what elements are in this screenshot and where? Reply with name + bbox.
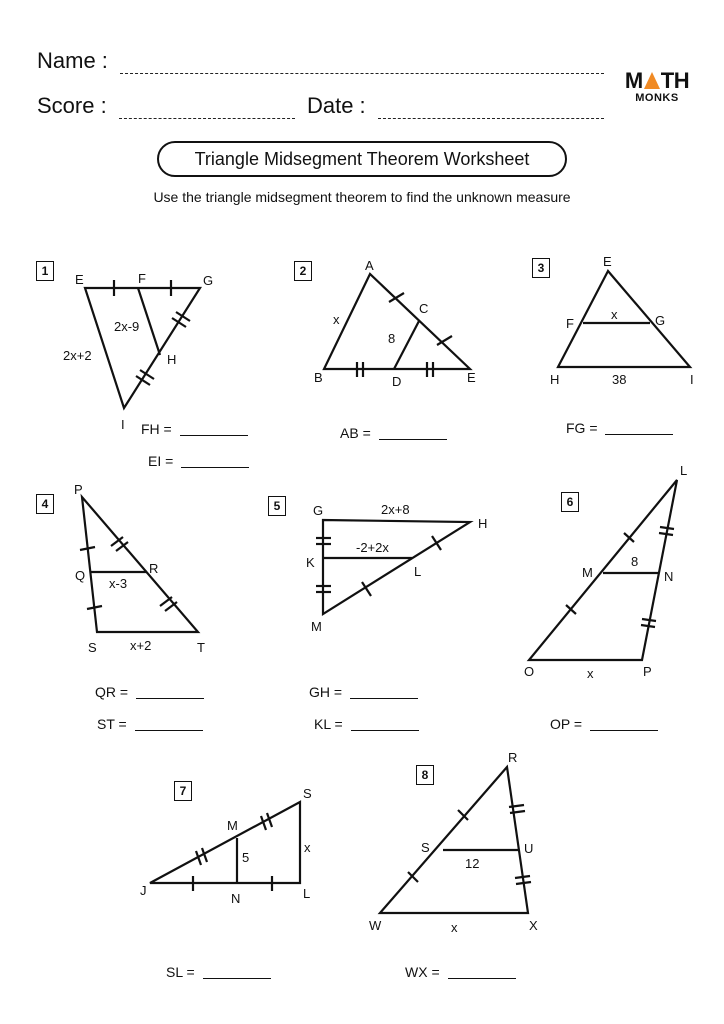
vertex-label: S bbox=[421, 840, 430, 855]
vertex-label: W bbox=[369, 918, 382, 933]
vertex-label: I bbox=[690, 372, 694, 387]
measure-label: 2x+2 bbox=[63, 348, 92, 363]
answer-label: WX = bbox=[405, 964, 444, 980]
measure-label: 2x+8 bbox=[381, 502, 410, 517]
vertex-label: H bbox=[167, 352, 177, 367]
triangle-diagram-4 bbox=[74, 482, 205, 655]
date-label: Date : bbox=[306, 93, 366, 118]
triangle-diagram-8 bbox=[369, 750, 538, 935]
answer-label: OP = bbox=[550, 716, 586, 732]
vertex-label: G bbox=[655, 313, 666, 328]
answer-label: GH = bbox=[309, 684, 346, 700]
vertex-label: H bbox=[478, 516, 488, 531]
vertex-label: R bbox=[149, 561, 159, 576]
vertex-label: M bbox=[311, 619, 322, 634]
answer-label: EI = bbox=[148, 453, 178, 469]
logo-subtitle: MONKS bbox=[635, 92, 679, 104]
vertex-label: D bbox=[392, 374, 402, 389]
vertex-label: R bbox=[508, 750, 518, 765]
measure-label: x bbox=[304, 840, 311, 855]
logo-text-pre: M bbox=[624, 68, 643, 93]
vertex-label: I bbox=[121, 417, 125, 432]
name-label: Name : bbox=[37, 48, 108, 73]
measure-label: 2x-9 bbox=[114, 319, 140, 334]
answer-label: QR = bbox=[95, 684, 132, 700]
measure-label: x+2 bbox=[130, 638, 152, 653]
measure-label: 38 bbox=[612, 372, 627, 387]
measure-label: x bbox=[333, 312, 340, 327]
instructions: Use the triangle midsegment theorem to find the unknown measure bbox=[153, 189, 571, 205]
vertex-label: X bbox=[529, 918, 538, 933]
vertex-label: L bbox=[303, 886, 311, 901]
problem-number: 8 bbox=[416, 765, 434, 785]
measure-label: x bbox=[451, 920, 458, 935]
measure-label: 8 bbox=[631, 554, 639, 569]
vertex-label: P bbox=[74, 482, 83, 497]
vertex-label: S bbox=[303, 786, 312, 801]
vertex-label: H bbox=[550, 372, 560, 387]
vertex-label: G bbox=[203, 273, 214, 288]
measure-label: x bbox=[587, 666, 594, 681]
vertex-label: M bbox=[227, 818, 238, 833]
measure-label: 5 bbox=[242, 850, 250, 865]
triangle-diagram-3 bbox=[550, 254, 694, 387]
measure-label: 12 bbox=[465, 856, 480, 871]
vertex-label: Q bbox=[75, 568, 86, 583]
answer-label: SL = bbox=[166, 964, 199, 980]
problem-number: 5 bbox=[268, 496, 286, 516]
measure-label: x bbox=[611, 307, 618, 322]
answer-label: FH = bbox=[141, 421, 176, 437]
logo-text-post: TH bbox=[660, 68, 690, 93]
vertex-label: L bbox=[680, 463, 688, 478]
triangle-diagram-1 bbox=[63, 271, 213, 432]
vertex-label: N bbox=[664, 569, 674, 584]
vertex-label: T bbox=[197, 640, 205, 655]
answer-label: AB = bbox=[340, 425, 375, 441]
vertex-label: U bbox=[524, 841, 534, 856]
problem-number: 4 bbox=[36, 494, 54, 514]
triangle-diagram-2 bbox=[314, 258, 476, 389]
vertex-label: K bbox=[306, 555, 315, 570]
problem-number: 1 bbox=[36, 261, 54, 281]
score-label: Score : bbox=[37, 93, 107, 118]
worksheet-title: Triangle Midsegment Theorem Worksheet bbox=[157, 141, 567, 177]
vertex-label: G bbox=[313, 503, 324, 518]
answer-label: FG = bbox=[566, 420, 602, 436]
vertex-label: E bbox=[75, 272, 84, 287]
triangle-diagram-6 bbox=[524, 463, 687, 681]
vertex-label: L bbox=[414, 564, 422, 579]
vertex-label: F bbox=[138, 271, 146, 286]
vertex-label: S bbox=[88, 640, 97, 655]
answer-label: ST = bbox=[97, 716, 131, 732]
vertex-label: M bbox=[582, 565, 593, 580]
vertex-label: J bbox=[140, 883, 147, 898]
vertex-label: E bbox=[467, 370, 476, 385]
vertex-label: A bbox=[365, 258, 374, 273]
vertex-label: F bbox=[566, 316, 574, 331]
triangle-diagram-5 bbox=[306, 502, 487, 634]
problem-number: 6 bbox=[561, 492, 579, 512]
vertex-label: C bbox=[419, 301, 429, 316]
measure-label: 8 bbox=[388, 331, 396, 346]
measure-label: x-3 bbox=[109, 576, 128, 591]
vertex-label: E bbox=[603, 254, 612, 269]
vertex-label: P bbox=[643, 664, 652, 679]
measure-label: -2+2x bbox=[356, 540, 389, 555]
answer-label: KL = bbox=[314, 716, 347, 732]
problem-number: 2 bbox=[294, 261, 312, 281]
vertex-label: O bbox=[524, 664, 535, 679]
problem-number: 7 bbox=[174, 781, 192, 801]
vertex-label: B bbox=[314, 370, 323, 385]
problem-number: 3 bbox=[532, 258, 550, 278]
vertex-label: N bbox=[231, 891, 241, 906]
triangle-diagram-7 bbox=[140, 786, 312, 906]
